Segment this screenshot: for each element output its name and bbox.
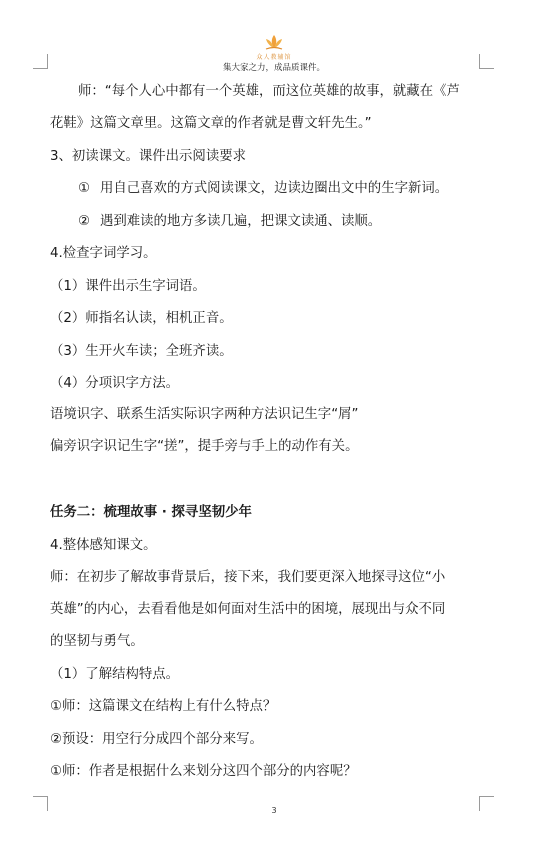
paragraph-line: 的坚韧与勇气。 <box>50 634 144 649</box>
paragraph-line: ①师：这篇课文在结构上有什么特点？ <box>50 699 277 714</box>
paragraph-line: ②预设：用空行分成四个部分来写。 <box>50 732 263 747</box>
header-slogan: 集大家之力，成品质课件。 <box>222 63 325 73</box>
paragraph-line: 4.整体感知课文。 <box>50 538 157 553</box>
paragraph-line: （4）分项识字方法。 <box>50 376 180 391</box>
paragraph-line: 4.检查字词学习。 <box>50 246 157 261</box>
paragraph-line: 花鞋》这篇文章里。这篇文章的作者就是曹文轩先生。” <box>50 116 372 131</box>
paragraph-line: ①师：作者是根据什么来划分这四个部分的内容呢？ <box>50 764 357 779</box>
paragraph-line: 语境识字、联系生活实际识字两种方法识记生字“屑” <box>50 407 359 422</box>
page-number: 3 <box>271 806 277 815</box>
list-marker: ① <box>78 181 91 196</box>
list-item-text: 用自己喜欢的方式阅读课文，边读边圈出文中的生字新词。 <box>100 181 449 196</box>
list-item <box>78 180 448 198</box>
paragraph-line: 师：在初步了解故事背景后，接下来，我们要更深入地探寻这位“小 <box>50 570 446 585</box>
logo-text: 众人教辅馆 <box>256 54 292 61</box>
lotus-logo-icon <box>262 34 286 51</box>
paragraph-line: （1）了解结构特点。 <box>50 667 180 682</box>
paragraph-line: 3、初读课文。课件出示阅读要求 <box>50 149 246 164</box>
header-logo <box>0 34 548 61</box>
paragraph-line: （2）师指名认读，相机正音。 <box>50 311 233 326</box>
paragraph-line: （3）生开火车读；全班齐读。 <box>50 344 233 359</box>
paragraph-line: （1）课件出示生字词语。 <box>50 279 206 294</box>
list-item-text: 遇到难读的地方多读几遍，把课文读通、读顺。 <box>100 214 382 229</box>
paragraph-line: 师：“每个人心中都有一个英雄，而这位英雄的故事，就藏在《芦 <box>78 84 460 99</box>
paragraph-line: 英雄”的内心，去看看他是如何面对生活中的困境，展现出与众不同 <box>50 602 446 617</box>
list-item <box>78 213 381 231</box>
section-heading: 任务二：梳理故事 · 探寻坚韧少年 <box>50 505 252 520</box>
list-marker: ② <box>78 214 91 229</box>
paragraph-line: 偏旁识字识记生字“搓”，提手旁与手上的动作有关。 <box>50 439 359 454</box>
